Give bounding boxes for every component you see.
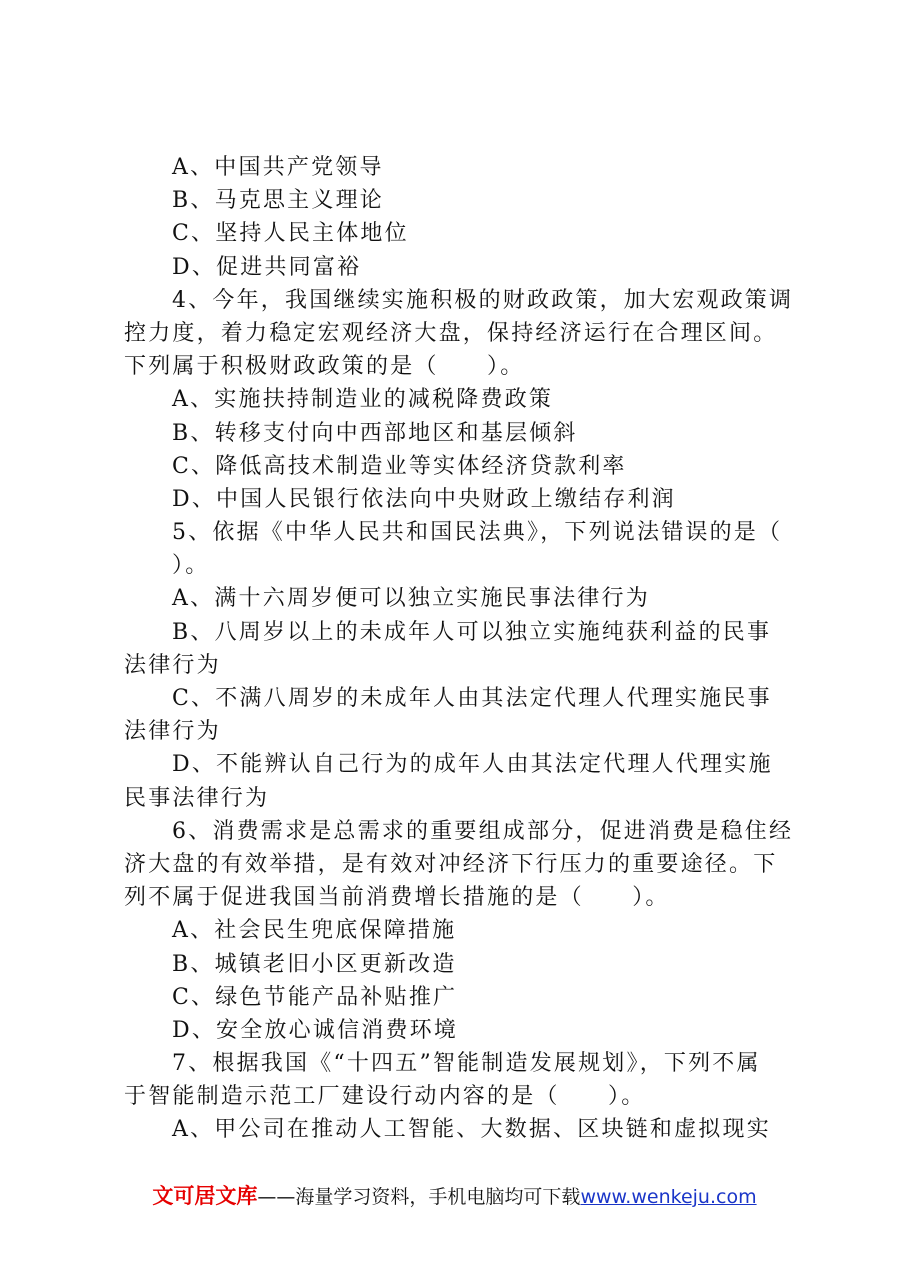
question-6-option-c: C、绿色节能产品补贴推广 (172, 984, 458, 1010)
question-4-text-continued: 控力度，着力稳定宏观经济大盘，保持经济运行在合理区间。 (124, 320, 778, 346)
option-c-text: C、坚持人民主体地位 (172, 221, 409, 247)
question-5-option-a: A、满十六周岁便可以独立实施民事法律行为 (172, 586, 650, 612)
question-6-text-continued: 列不属于促进我国当前消费增长措施的是（ ）。 (124, 885, 670, 911)
question-7-option-a: A、甲公司在推动人工智能、大数据、区块链和虚拟现实 (172, 1117, 771, 1143)
question-7-text: 7、根据我国《“十四五”智能制造发展规划》，下列不属 (172, 1051, 761, 1077)
question-6-text-continued: 济大盘的有效举措，是有效对冲经济下行压力的重要途径。下 (124, 851, 778, 877)
footer-slogan: ——海量学习资料，手机电脑均可下载 (257, 1186, 581, 1208)
question-4-text: 4、今年，我国继续实施积极的财政政策，加大宏观政策调 (172, 287, 794, 313)
question-4-option-b: B、转移支付向中西部地区和基层倾斜 (172, 420, 578, 446)
question-4-option-c: C、降低高技术制造业等实体经济贷款利率 (172, 453, 627, 479)
question-6-option-b: B、城镇老旧小区更新改造 (172, 951, 457, 977)
question-6-option-d: D、安全放心诚信消费环境 (172, 1017, 459, 1043)
option-d-text: D、促进共同富裕 (172, 254, 362, 280)
question-6-option-a: A、社会民生兜底保障措施 (172, 918, 457, 944)
question-5-option-c-continued: 法律行为 (124, 719, 221, 745)
question-5-option-c: C、不满八周岁的未成年人由其法定代理人代理实施民事 (172, 686, 772, 711)
option-b-text: B、马克思主义理论 (172, 188, 384, 214)
question-4-option-a: A、实施扶持制造业的减税降费政策 (172, 387, 554, 413)
question-5-text-continued: ）。 (172, 553, 210, 579)
question-6-text: 6、消费需求是总需求的重要组成部分，促进消费是稳住经 (172, 818, 794, 844)
question-4-option-d: D、中国人民银行依法向中央财政上缴结存利润 (172, 486, 676, 512)
question-5-text: 5、依据《中华人民共和国民法典》，下列说法错误的是（ (172, 520, 783, 546)
option-a-text: A、中国共产党领导 (172, 155, 384, 180)
page-footer (0, 1183, 909, 1210)
question-5-option-d-continued: 民事法律行为 (124, 785, 270, 811)
question-4-text-continued: 下列属于积极财政政策的是（ ）。 (124, 354, 525, 380)
question-7-text-continued: 于智能制造示范工厂建设行动内容的是（ ）。 (124, 1084, 646, 1110)
question-5-option-b: B、八周岁以上的未成年人可以独立实施纯获利益的民事 (172, 619, 772, 645)
brand-name: 文可居文库 (152, 1184, 258, 1208)
document-body (124, 151, 796, 1147)
website-link[interactable]: www.wenkeju.com (580, 1186, 757, 1208)
question-5-option-d: D、不能辨认自己行为的成年人由其法定代理人代理实施 (172, 752, 773, 778)
question-5-option-b-continued: 法律行为 (124, 652, 221, 678)
